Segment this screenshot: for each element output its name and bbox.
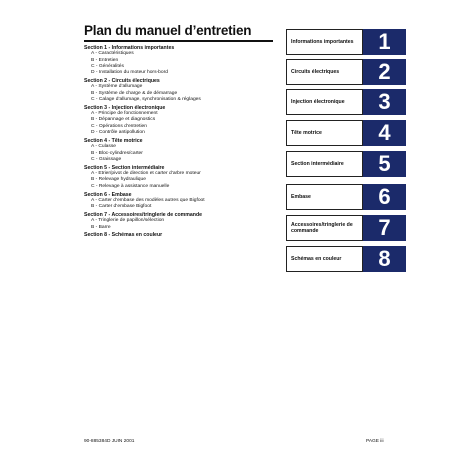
toc-item: A - Carter d’embase des modèles autres que Bigfoot <box>91 197 205 203</box>
tab-label: Injection électronique <box>291 99 345 105</box>
tab-label: Circuits électriques <box>291 69 340 75</box>
section-heading: Section 1 - Informations importantes <box>84 45 175 51</box>
toc-item: A - Principe de fonctionnement <box>91 111 158 117</box>
toc-item: B - Carter d’embase Bigfoot <box>91 204 152 210</box>
section-heading: Section 2 - Circuits électriques <box>84 78 160 85</box>
toc-item: C - Opérations d’entretien <box>91 123 147 129</box>
tab-label-box <box>286 59 363 85</box>
footer-document-code: 90-885384D JUIN 2001 <box>84 439 135 444</box>
section-tab-8[interactable] <box>286 246 406 274</box>
toc-section-5 <box>84 165 284 190</box>
section-heading: Section 8 - Schémas en couleur <box>84 232 163 239</box>
section-heading: Section 3 - Injection électronique <box>84 104 166 111</box>
tab-label-box <box>286 89 363 115</box>
toc-section-3 <box>84 105 284 136</box>
toc-section-4 <box>84 138 284 163</box>
tab-number: 3 <box>363 89 406 115</box>
toc-item: A - Système d’allumage <box>91 84 143 90</box>
section-heading: Section 5 - Section intermédiaire <box>84 164 165 171</box>
section-tab-1[interactable] <box>286 29 406 57</box>
section-tab-7[interactable] <box>286 215 406 243</box>
tab-label-box <box>286 215 363 241</box>
page-title: Plan du manuel d’entretien <box>84 23 252 38</box>
footer-page-number: PAGE iii <box>366 439 384 444</box>
tab-label-box <box>286 184 363 210</box>
tab-number: 8 <box>363 246 406 272</box>
tab-label: Section intermédiaire <box>291 161 344 167</box>
toc-item: B - Barre <box>91 224 111 230</box>
tab-number: 2 <box>363 59 406 85</box>
tab-number: 4 <box>363 120 406 146</box>
tab-label: Tête motrice <box>291 130 322 136</box>
tab-label: Informations importantes <box>291 39 354 45</box>
section-heading: Section 6 - Embase <box>84 191 132 198</box>
toc-item: A - Tringlerie de papillon/sélection <box>91 218 165 224</box>
toc-item: B - Bloc-cylindres/carter <box>91 150 143 156</box>
toc-section-7 <box>84 212 284 231</box>
toc-item: B - Système de charge & de démarrage <box>91 90 178 96</box>
tab-number: 1 <box>363 29 406 55</box>
toc-item: B - Entretien <box>91 57 119 63</box>
tab-label-box <box>286 246 363 272</box>
tab-label-box <box>286 120 363 146</box>
section-heading: Section 7 - Accessoires/tringlerie de commande <box>84 211 203 218</box>
tab-number: 7 <box>363 215 406 241</box>
tab-label: Accessoires/tringlerie de commande <box>291 222 353 234</box>
section-tab-5[interactable] <box>286 151 406 179</box>
toc-item: C - Généralités <box>91 63 124 69</box>
section-heading: Section 4 - Tête motrice <box>84 137 143 144</box>
toc-item: D - Installation du moteur hors-bord <box>91 70 168 76</box>
tab-label-box <box>286 29 363 55</box>
toc-section-2 <box>84 78 284 103</box>
tab-number: 6 <box>363 184 406 210</box>
toc-item: D - Contrôle antipollution <box>91 130 145 136</box>
toc-item: B - Relevage hydraulique <box>91 177 146 183</box>
toc-item: C - Calage d’allumage, synchronisation & réglages <box>91 96 201 102</box>
table-of-contents <box>84 45 284 240</box>
tab-number: 5 <box>363 151 406 177</box>
toc-item: A - Culasse <box>91 144 117 150</box>
toc-section-8 <box>84 232 284 238</box>
section-tab-2[interactable] <box>286 59 406 87</box>
tab-label: Embase <box>291 194 311 200</box>
toc-section-1 <box>84 45 284 76</box>
section-tab-6[interactable] <box>286 184 406 212</box>
toc-section-6 <box>84 192 284 211</box>
toc-item: A - Etrier/pivot de direction et carter d’arbre moteur <box>91 171 201 177</box>
tab-label-box <box>286 151 363 177</box>
toc-item: C - Graissage <box>91 156 122 162</box>
section-tab-3[interactable] <box>286 89 406 117</box>
tab-label: Schémas en couleur <box>291 256 342 262</box>
toc-item: B - Dépannage et diagnostics <box>91 117 156 123</box>
section-tab-4[interactable] <box>286 120 406 148</box>
toc-item: A - Caractéristiques <box>91 51 134 57</box>
toc-item: C - Relevage à assistance manuelle <box>91 183 170 189</box>
title-underline <box>84 40 273 42</box>
